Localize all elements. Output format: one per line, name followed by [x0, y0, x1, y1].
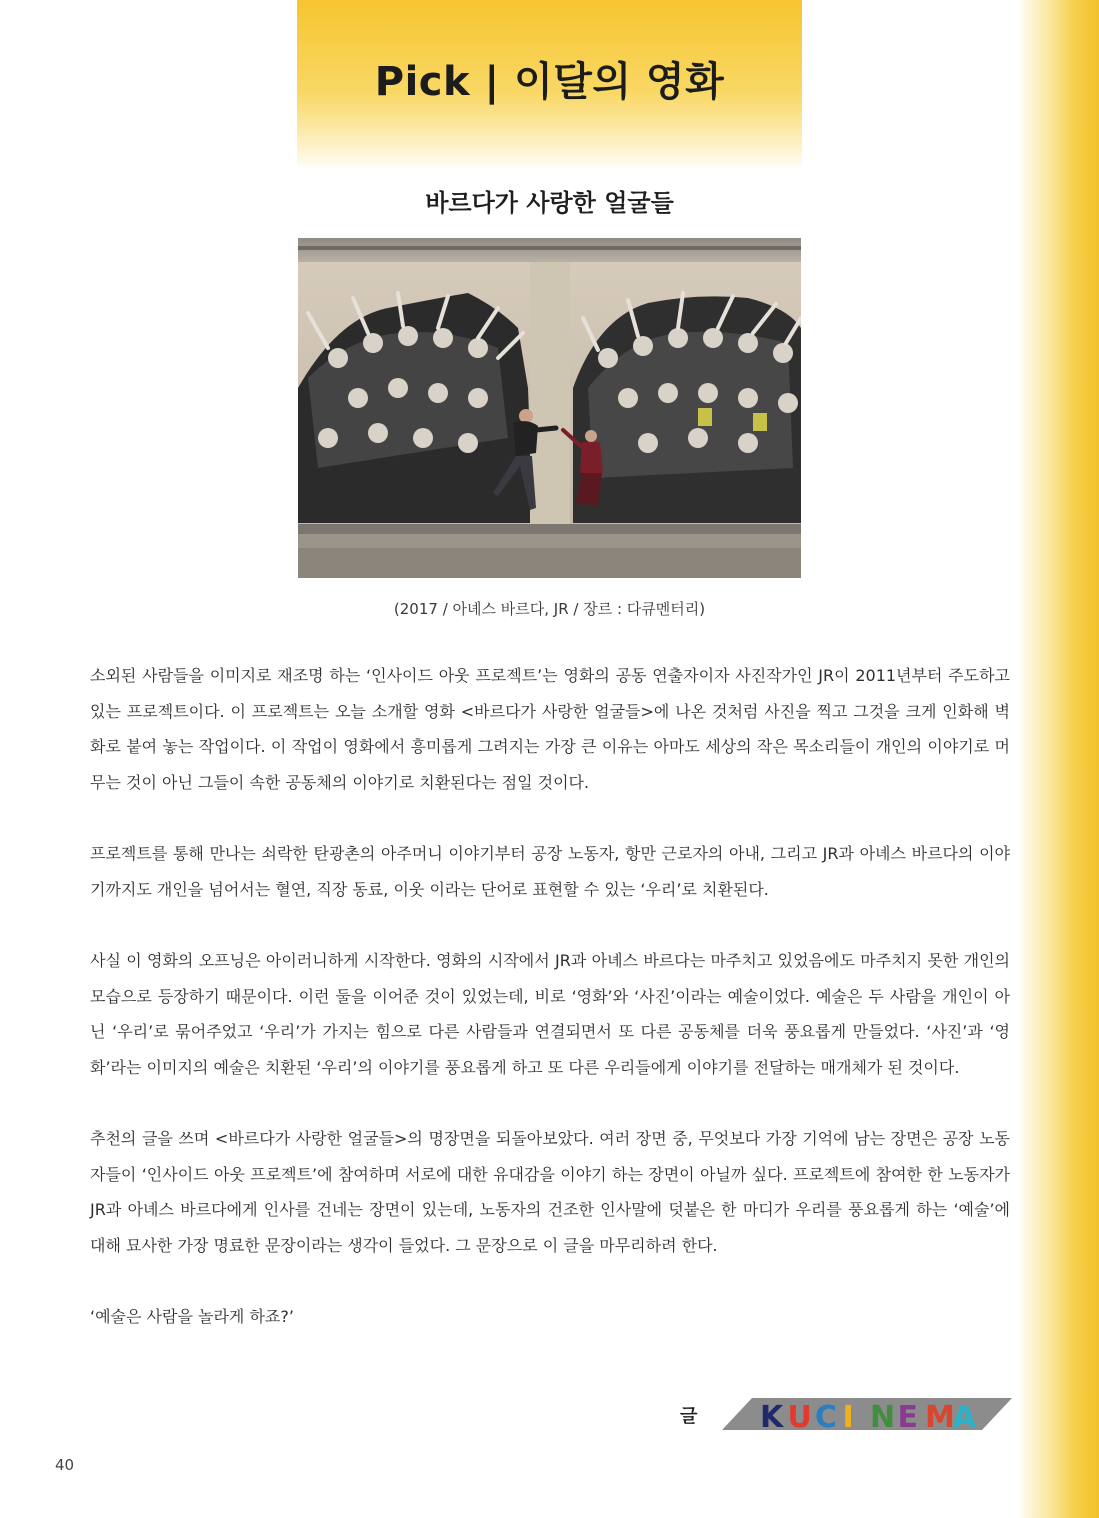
section-title: Pick | 이달의 영화	[374, 59, 725, 105]
logo-letter: U	[787, 1400, 812, 1430]
section-header	[297, 0, 802, 170]
logo-letter: E	[897, 1400, 918, 1430]
logo-letter: C	[815, 1400, 838, 1430]
author-label: 글	[680, 1406, 698, 1427]
paragraph-2: 프로젝트를 통해 만나는 쇠락한 탄광촌의 아주머니 이야기부터 공장 노동자, 항만 근로자의 아내, 그리고 JR과 아녜스 바르다의 이야기까지도 개인을 넘어서는 혈연, 직장 동료, 이웃 이라는 단어로 표현할 수 있는 ‘우리’로 치환된다.	[90, 844, 1010, 899]
movie-still-photo	[298, 238, 801, 578]
author-credit	[680, 1396, 1010, 1432]
yellow-side-strip	[1021, 0, 1099, 1518]
paragraph-1: 소외된 사람들을 이미지로 재조명 하는 ‘인사이드 아웃 프로젝트’는 영화의 공동 연출자이자 사진작가인 JR이 2011년부터 주도하고 있는 프로젝트이다. 이 프로젝트는 오늘 소개할 영화 <바르다가 사랑한 얼굴들>에 나온 것처럼 사진을 찍고 그것을 크게 인화해 벽화로 붙여 놓는 작업이다. 이 작업이 영화에서 흥미롭게 그려지는 가장 큰 이유는 아마도 세상의 작은 목소리들이 개인의 이야기로 머무는 것이 아닌 그들이 속한 공동체의 이야기로 치환된다는 점일 것이다.	[90, 666, 1010, 792]
paragraph-4: 추천의 글을 쓰며 <바르다가 사랑한 얼굴들>의 명장면을 되돌아보았다. 여러 장면 중, 무엇보다 가장 기억에 남는 장면은 공장 노동자들이 ‘인사이드 아웃 프로젝트’에 참여하며 서로에 대한 유대감을 이야기 하는 장면이 아닐까 싶다. 프로젝트에 참여한 한 노동자가 JR과 아녜스 바르다에게 인사를 건네는 장면이 있는데, 노동자의 건조한 인사말에 덧붙은 한 마디가 우리를 풍요롭게 하는 ‘예술’에 대해 묘사한 가장 명료한 문장이라는 생각이 들었다. 그 문장으로 이 글을 마무리하려 한다.	[90, 1129, 1010, 1255]
movie-info-caption: (2017 / 아녜스 바르다, JR / 장르 : 다큐멘터리)	[393, 600, 706, 618]
logo-letter: M	[925, 1400, 955, 1430]
page-number: 40	[55, 1456, 75, 1474]
paragraph-3: 사실 이 영화의 오프닝은 아이러니하게 시작한다. 영화의 시작에서 JR과 아녜스 바르다는 마주치고 있었음에도 마주치지 못한 개인의 모습으로 등장하기 때문이다. 이런 둘을 이어준 것이 있었는데, 비로 ‘영화’와 ‘사진’이라는 예술이었다. 예술은 두 사람을 개인이 아닌 ‘우리’로 묶어주었고 ‘우리’가 가지는 힘으로 다른 사람들과 연결되면서 또 다른 공동체를 더욱 풍요롭게 만들었다. ‘사진’과 ‘영화’라는 이미지의 예술은 치환된 ‘우리’의 이야기를 풍요롭게 하고 또 다른 우리들에게 이야기를 전달하는 매개체가 된 것이다.	[90, 951, 1010, 1077]
logo-letter: K	[760, 1400, 784, 1430]
logo-letter: I	[842, 1400, 854, 1430]
movie-title: 바르다가 사랑한 얼굴들	[425, 189, 674, 217]
logo-letter: A	[952, 1400, 976, 1430]
mural-illustration	[298, 238, 801, 578]
logo-letter: N	[870, 1400, 896, 1430]
closing-quote: ‘예술은 사람을 놀라게 하죠?’	[90, 1307, 294, 1326]
article-body	[90, 658, 1010, 1335]
kucinema-logo	[722, 1398, 1012, 1430]
